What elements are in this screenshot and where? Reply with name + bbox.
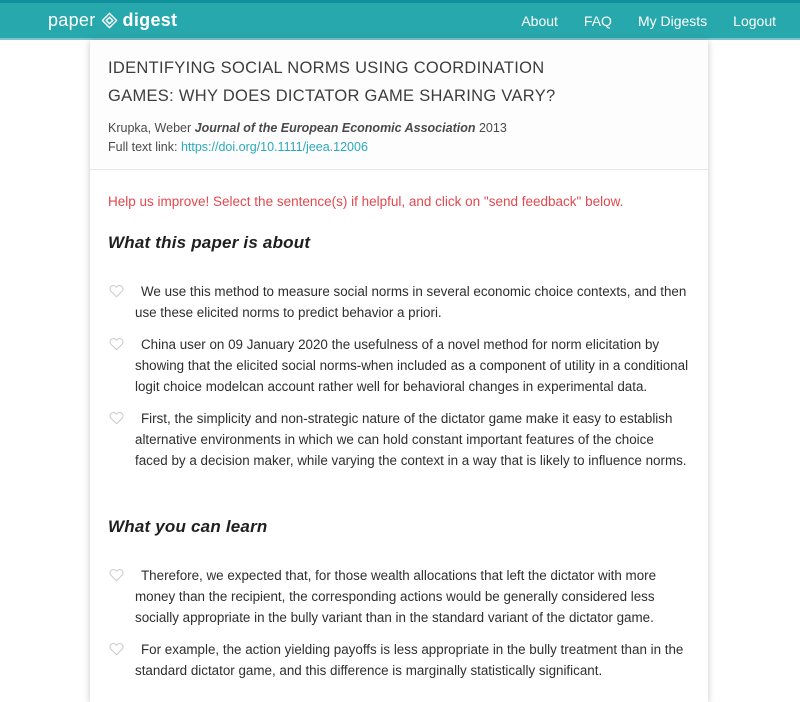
nav-link-logout[interactable]: Logout	[733, 12, 776, 29]
paper-header	[90, 40, 708, 170]
nav-link-my-digests[interactable]: My Digests	[637, 12, 708, 29]
full-text-label: Full text link:	[108, 140, 178, 154]
logo-text-paper: paper	[48, 10, 96, 30]
heart-icon[interactable]	[109, 336, 124, 351]
section-heading: What this paper is about	[108, 233, 311, 252]
section-what-you-can-learn	[108, 517, 696, 681]
sentence-text[interactable]: First, the simplicity and non-strategic nature of the dictator game make it easy to establish alternative environments in which we can hold constant important features of the choice faced by a decision maker, while varying the context in a way that is likely to influence norms.	[135, 411, 687, 468]
navbar-links	[521, 13, 776, 29]
nav-link-about[interactable]: About	[521, 12, 558, 29]
diamond-logo-icon	[101, 12, 118, 29]
paper-authors: Krupka, Weber	[108, 121, 192, 135]
paper-journal: Journal of the European Economic Association	[194, 121, 476, 135]
heart-icon[interactable]	[109, 641, 124, 656]
feedback-notice: Help us improve! Select the sentence(s) if helpful, and click on "send feedback" below.	[108, 194, 624, 209]
section-heading: What you can learn	[108, 517, 268, 536]
paper-digest-logo[interactable]	[48, 10, 177, 31]
paper-card	[90, 40, 708, 702]
logo-text-digest: digest	[122, 10, 178, 30]
sentence-item[interactable]	[108, 639, 696, 681]
full-text-row	[108, 138, 690, 157]
sentence-text[interactable]: We use this method to measure social norms in several economic choice contexts, and then use these elicited norms to predict behavior a priori.	[135, 284, 687, 320]
paper-year: 2013	[478, 121, 507, 135]
sentence-item[interactable]	[108, 281, 696, 323]
nav-link-faq[interactable]: FAQ	[583, 12, 612, 29]
sentence-item[interactable]	[108, 334, 696, 397]
sentence-item[interactable]	[108, 565, 696, 628]
sentence-text[interactable]: China user on 09 January 2020 the usefulness of a novel method for norm elicitation by showing that the elicited social norms-when included as a component of utility in a conditional logit choice modelcan account rather well for behavioral changes in experimental data.	[135, 337, 689, 394]
heart-icon[interactable]	[109, 283, 124, 298]
full-text-link[interactable]: https://doi.org/10.1111/jeea.12006	[180, 140, 368, 154]
section-what-this-paper-is-about	[108, 233, 696, 471]
heart-icon[interactable]	[109, 410, 124, 425]
sentence-text[interactable]: For example, the action yielding payoffs is less appropriate in the bully treatment than in the standard dictator game, and this difference is marginally statistically significant.	[135, 642, 684, 678]
sentence-text[interactable]: Therefore, we expected that, for those wealth allocations that left the dictator with more money than the recipient, the corresponding actions would be generally considered less socially appropriate in the bully variant than in the standard variant of the dictator game.	[135, 568, 657, 625]
top-navbar	[0, 0, 800, 40]
paper-meta	[108, 119, 690, 138]
heart-icon[interactable]	[109, 567, 124, 582]
paper-title: IDENTIFYING SOCIAL NORMS USING COORDINATION GAMES: WHY DOES DICTATOR GAME SHARING VARY?	[108, 59, 556, 105]
paper-body	[90, 170, 708, 702]
sentence-item[interactable]	[108, 408, 696, 471]
